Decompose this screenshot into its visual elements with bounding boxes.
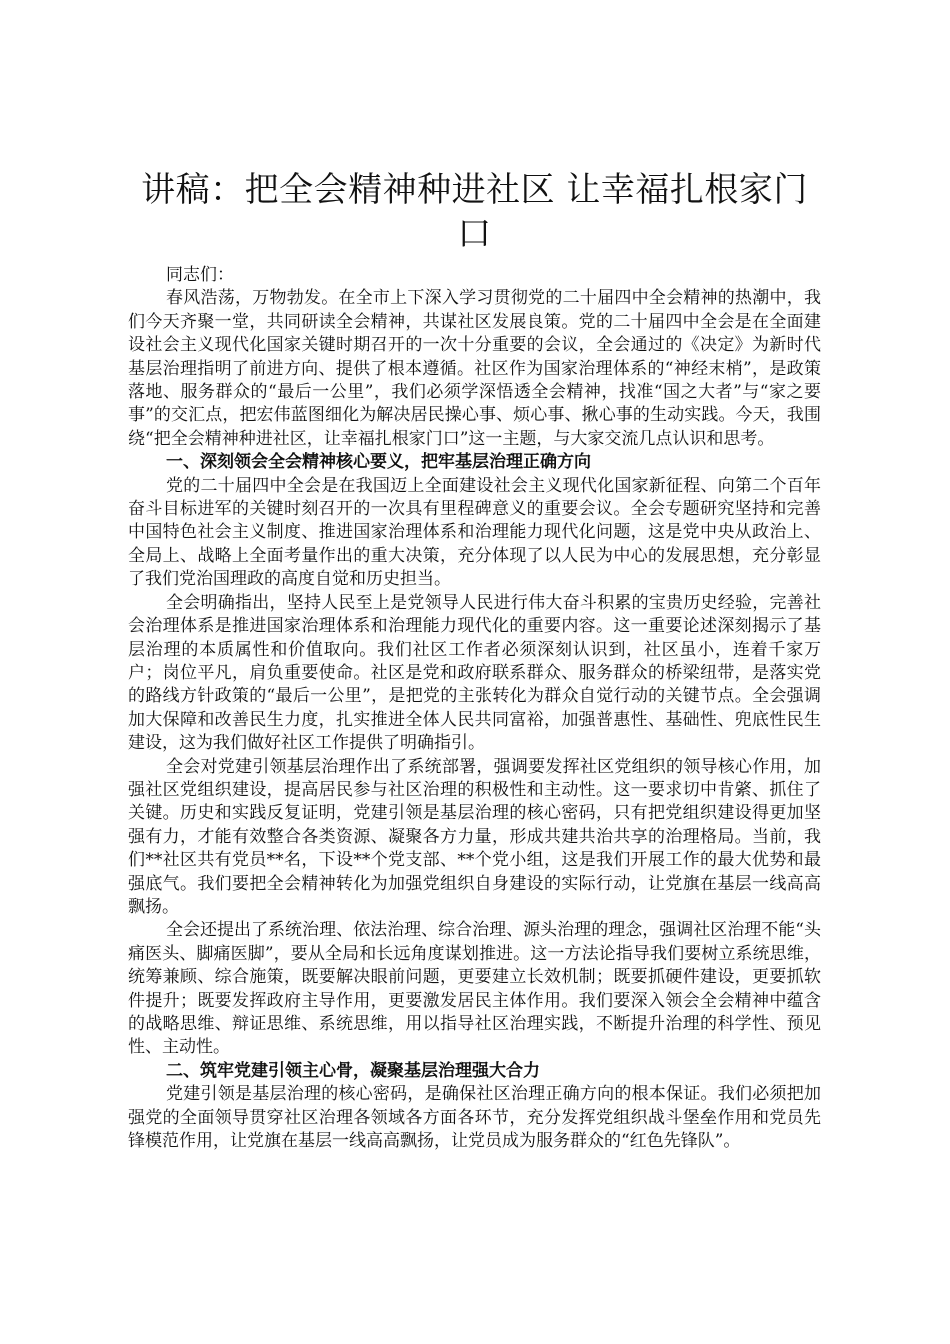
document-page (128, 168, 821, 1153)
section-heading-2: 二、筑牢党建引领主心骨，凝聚基层治理强大合力 (166, 1060, 540, 1081)
section-2-paragraph-1: 党建引领是基层治理的核心密码，是确保社区治理正确方向的根本保证。我们必须把加强党的全面领导贯穿社区治理各领域各方面各环节，充分发挥党组织战斗堡垒作用和党员先锋模范作用，让党旗在基层一线高高飘扬，让党员成为服务群众的“红色先锋队”。 (128, 1084, 821, 1152)
section-1-paragraph-2: 全会明确指出，坚持人民至上是党领导人民进行伟大奋斗积累的宝贵历史经验，完善社会治理体系是推进国家治理体系和治理能力现代化的重要内容。这一重要论述深刻揭示了基层治理的本质属性和价值取向。我们社区工作者必须深刻认识到，社区虽小，连着千家万户；岗位平凡，肩负重要使命。社区是党和政府联系群众、服务群众的桥梁纽带，是落实党的路线方针政策的“最后一公里”，是把党的主张转化为群众自觉行动的关键节点。全会强调加大保障和改善民生力度，扎实推进全体人民共同富裕，加强普惠性、基础性、兜底性民生建设，这为我们做好社区工作提供了明确指引。 (128, 592, 821, 754)
document-title: 讲稿：把全会精神种进社区 让幸福扎根家门口 (141, 170, 808, 254)
section-1-paragraph-3: 全会对党建引领基层治理作出了系统部署，强调要发挥社区党组织的领导核心作用，加强社区党组织建设，提高居民参与社区治理的积极性和主动性。这一要求切中肯綮、抓住了关键。历史和实践反复证明，党建引领是基层治理的核心密码，只有把党组织建设得更加坚强有力，才能有效整合各类资源、凝聚各方力量，形成共建共治共享的治理格局。当前，我们**社区共有党员**名，下设**个党支部、**个党小组，这是我们开展工作的最大优势和最强底气。我们要把全会精神转化为加强党组织自身建设的实际行动，让党旗在基层一线高高飘扬。 (128, 756, 821, 917)
intro-paragraph: 春风浩荡，万物勃发。在全市上下深入学习贯彻党的二十届四中全会精神的热潮中，我们今天齐聚一堂，共同研读全会精神，共谋社区发展良策。党的二十届四中全会是在全面建设社会主义现代化国家关键时期召开的一次十分重要的会议，全会通过的《决定》为新时代基层治理指明了前进方向、提供了根本遵循。社区作为国家治理体系的“神经末梢”，是政策落地、服务群众的“最后一公里”，我们必须学深悟透全会精神，找准“国之大者”与“家之要事”的交汇点，把宏伟蓝图细化为解决居民操心事、烦心事、揪心事的生动实践。今天，我围绕“把全会精神种进社区，让幸福扎根家门口”这一主题，与大家交流几点认识和思考。 (128, 288, 821, 449)
section-1-paragraph-4: 全会还提出了系统治理、依法治理、综合治理、源头治理的理念，强调社区治理不能“头痛医头、脚痛医脚”，要从全局和长远角度谋划推进。这一方法论指导我们要树立系统思维，统筹兼顾、综合施策，既要解决眼前问题，更要建立长效机制；既要抓硬件建设，更要抓软件提升；既要发挥政府主导作用，更要激发居民主体作用。我们要深入领会全会精神中蕴含的战略思维、辩证思维、系统思维，用以指导社区治理实践，不断提升治理的科学性、预见性、主动性。 (128, 920, 821, 1058)
section-heading-1: 一、深刻领会全会精神核心要义，把牢基层治理正确方向 (166, 452, 591, 473)
salutation: 同志们： (166, 265, 234, 285)
section-1-paragraph-1: 党的二十届四中全会是在我国迈上全面建设社会主义现代化国家新征程、向第二个百年奋斗目标进军的关键时刻召开的一次具有里程碑意义的重要会议。全会专题研究坚持和完善中国特色社会主义制度、推进国家治理体系和治理能力现代化问题，这是党中央从政治上、全局上、战略上全面考量作出的重大决策，充分体现了以人民为中心的发展思想，充分彰显了我们党治国理政的高度自觉和历史担当。 (128, 475, 821, 590)
